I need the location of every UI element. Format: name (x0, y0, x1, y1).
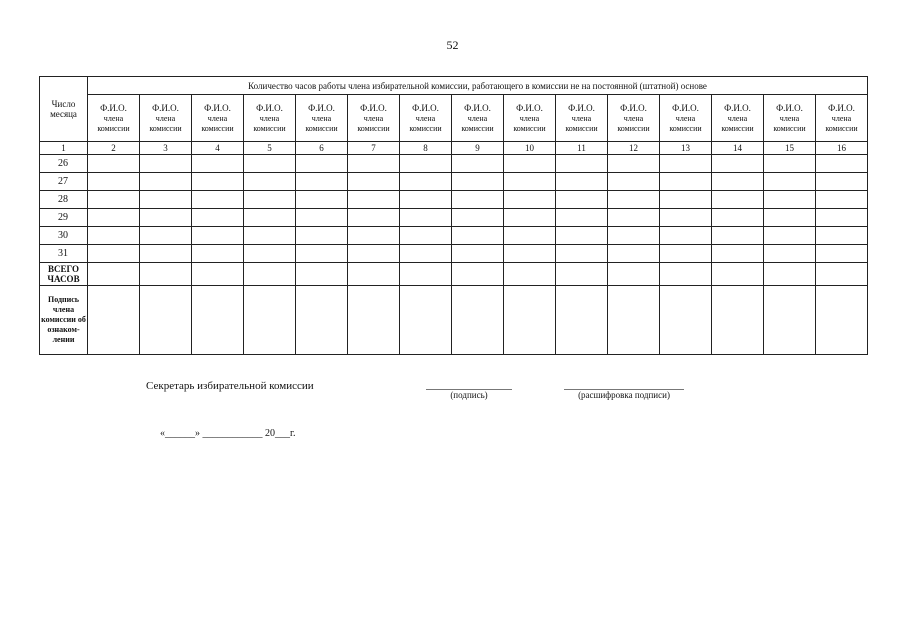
hours-cell[interactable] (712, 209, 764, 227)
hours-cell[interactable] (712, 286, 764, 355)
column-number: 10 (504, 142, 556, 155)
column-number: 7 (348, 142, 400, 155)
hours-cell[interactable] (348, 263, 400, 286)
member-header-row (40, 95, 868, 142)
commission-word-label: комиссии (97, 123, 130, 133)
hours-cell[interactable] (88, 286, 140, 355)
hours-cell[interactable] (660, 245, 712, 263)
column-number: 4 (192, 142, 244, 155)
day-number: 26 (40, 155, 88, 173)
member-header-cell (504, 95, 556, 142)
member-word-label: члена (779, 113, 800, 123)
hours-cell[interactable] (140, 245, 192, 263)
hours-cell[interactable] (192, 209, 244, 227)
header-row-top (40, 77, 868, 95)
hours-cell[interactable] (764, 263, 816, 286)
day-number: 27 (40, 173, 88, 191)
hours-cell[interactable] (348, 209, 400, 227)
day-row (40, 227, 868, 245)
hours-cell[interactable] (504, 191, 556, 209)
member-signature-label: Подпись члена комиссии об ознаком-лении (40, 286, 88, 355)
member-header-cell (140, 95, 192, 142)
column-number: 11 (556, 142, 608, 155)
member-header-cell (556, 95, 608, 142)
hours-cell[interactable] (660, 155, 712, 173)
hours-cell[interactable] (244, 155, 296, 173)
hours-cell[interactable] (816, 173, 868, 191)
member-header-cell (452, 95, 504, 142)
hours-cell[interactable] (504, 286, 556, 355)
hours-cell[interactable] (88, 155, 140, 173)
member-word-label: члена (103, 113, 124, 123)
hours-cell[interactable] (348, 191, 400, 209)
hours-cell[interactable] (400, 191, 452, 209)
hours-cell[interactable] (712, 245, 764, 263)
hours-cell[interactable] (244, 209, 296, 227)
hours-cell[interactable] (348, 227, 400, 245)
member-signature-row (40, 286, 868, 355)
hours-cell[interactable] (816, 286, 868, 355)
column-number: 5 (244, 142, 296, 155)
member-fio-label: Ф.И.О. (360, 102, 387, 113)
member-header-cell (400, 95, 452, 142)
hours-cell[interactable] (192, 286, 244, 355)
hours-cell[interactable] (400, 173, 452, 191)
hours-cell[interactable] (452, 263, 504, 286)
hours-cell[interactable] (712, 263, 764, 286)
decoding-caption: (расшифровка подписи) (578, 390, 670, 400)
hours-cell[interactable] (296, 209, 348, 227)
hours-cell[interactable] (608, 227, 660, 245)
hours-cell[interactable] (348, 286, 400, 355)
hours-cell[interactable] (244, 173, 296, 191)
hours-cell[interactable] (296, 245, 348, 263)
hours-cell[interactable] (192, 191, 244, 209)
hours-cell[interactable] (504, 173, 556, 191)
member-fio-label: Ф.И.О. (464, 102, 491, 113)
column-number: 8 (400, 142, 452, 155)
hours-cell[interactable] (244, 245, 296, 263)
member-fio-label: Ф.И.О. (516, 102, 543, 113)
hours-cell[interactable] (140, 286, 192, 355)
column-number: 12 (608, 142, 660, 155)
total-hours-row (40, 263, 868, 286)
day-row (40, 245, 868, 263)
hours-cell[interactable] (816, 227, 868, 245)
total-hours-label: ВСЕГО ЧАСОВ (40, 263, 88, 286)
hours-cell[interactable] (608, 209, 660, 227)
hours-cell[interactable] (192, 227, 244, 245)
hours-cell[interactable] (504, 227, 556, 245)
member-fio-label: Ф.И.О. (828, 102, 855, 113)
hours-cell[interactable] (556, 263, 608, 286)
date-line: «______» ____________ 20___г. (160, 428, 296, 439)
hours-cell[interactable] (452, 245, 504, 263)
hours-cell[interactable] (296, 173, 348, 191)
member-header-cell (764, 95, 816, 142)
hours-cell[interactable] (660, 286, 712, 355)
hours-cell[interactable] (764, 227, 816, 245)
hours-cell[interactable] (712, 191, 764, 209)
hours-cell[interactable] (764, 155, 816, 173)
member-word-label: члена (259, 113, 280, 123)
column-number: 16 (816, 142, 868, 155)
hours-cell[interactable] (660, 209, 712, 227)
day-number: 31 (40, 245, 88, 263)
hours-cell[interactable] (556, 286, 608, 355)
hours-cell[interactable] (192, 173, 244, 191)
member-fio-label: Ф.И.О. (724, 102, 751, 113)
member-header-cell (192, 95, 244, 142)
member-word-label: члена (623, 113, 644, 123)
commission-word-label: комиссии (617, 123, 650, 133)
hours-cell[interactable] (140, 263, 192, 286)
hours-cell[interactable] (296, 227, 348, 245)
member-header-cell (712, 95, 764, 142)
hours-cell[interactable] (452, 155, 504, 173)
column-number: 9 (452, 142, 504, 155)
hours-cell[interactable] (712, 155, 764, 173)
member-header-cell (296, 95, 348, 142)
commission-word-label: комиссии (409, 123, 442, 133)
commission-word-label: комиссии (773, 123, 806, 133)
hours-cell[interactable] (400, 155, 452, 173)
member-word-label: члена (727, 113, 748, 123)
member-header-cell (348, 95, 400, 142)
hours-cell[interactable] (556, 227, 608, 245)
hours-cell[interactable] (556, 245, 608, 263)
day-row (40, 209, 868, 227)
commission-word-label: комиссии (825, 123, 858, 133)
column-number: 6 (296, 142, 348, 155)
commission-word-label: комиссии (669, 123, 702, 133)
member-word-label: члена (415, 113, 436, 123)
hours-cell[interactable] (140, 209, 192, 227)
hours-cell[interactable] (400, 227, 452, 245)
hours-cell[interactable] (140, 227, 192, 245)
column-number: 2 (88, 142, 140, 155)
hours-cell[interactable] (88, 263, 140, 286)
member-fio-label: Ф.И.О. (204, 102, 231, 113)
hours-table (39, 76, 868, 355)
hours-cell[interactable] (764, 173, 816, 191)
member-word-label: члена (363, 113, 384, 123)
hours-cell[interactable] (816, 155, 868, 173)
hours-cell[interactable] (764, 245, 816, 263)
column-number: 14 (712, 142, 764, 155)
hours-cell[interactable] (244, 227, 296, 245)
signature-caption: (подпись) (450, 390, 488, 400)
hours-cell[interactable] (660, 173, 712, 191)
page-number: 52 (446, 38, 459, 52)
hours-cell[interactable] (816, 209, 868, 227)
member-header-cell (608, 95, 660, 142)
member-header-cell (88, 95, 140, 142)
column-number: 1 (40, 142, 88, 155)
commission-word-label: комиссии (461, 123, 494, 133)
hours-cell[interactable] (556, 155, 608, 173)
commission-word-label: комиссии (721, 123, 754, 133)
column-number: 15 (764, 142, 816, 155)
hours-cell[interactable] (452, 173, 504, 191)
hours-cell[interactable] (816, 245, 868, 263)
hours-cell[interactable] (504, 263, 556, 286)
hours-cell[interactable] (452, 191, 504, 209)
member-fio-label: Ф.И.О. (776, 102, 803, 113)
hours-cell[interactable] (608, 191, 660, 209)
day-of-month-header: Число месяца (40, 77, 88, 142)
hours-cell[interactable] (88, 173, 140, 191)
hours-cell[interactable] (608, 173, 660, 191)
hours-cell[interactable] (140, 191, 192, 209)
day-row (40, 173, 868, 191)
commission-word-label: комиссии (305, 123, 338, 133)
hours-cell[interactable] (88, 209, 140, 227)
hours-cell[interactable] (608, 245, 660, 263)
member-header-cell (660, 95, 712, 142)
member-word-label: члена (571, 113, 592, 123)
hours-cell[interactable] (296, 263, 348, 286)
day-row (40, 191, 868, 209)
member-word-label: члена (207, 113, 228, 123)
hours-cell[interactable] (556, 191, 608, 209)
hours-cell[interactable] (504, 155, 556, 173)
member-fio-label: Ф.И.О. (100, 102, 127, 113)
member-fio-label: Ф.И.О. (568, 102, 595, 113)
hours-cell[interactable] (88, 191, 140, 209)
member-header-cell (244, 95, 296, 142)
hours-cell[interactable] (244, 286, 296, 355)
secretary-label: Секретарь избирательной комиссии (146, 380, 314, 392)
hours-cell[interactable] (608, 155, 660, 173)
hours-cell[interactable] (348, 245, 400, 263)
hours-cell[interactable] (296, 191, 348, 209)
member-fio-label: Ф.И.О. (412, 102, 439, 113)
hours-cell[interactable] (816, 191, 868, 209)
member-fio-label: Ф.И.О. (256, 102, 283, 113)
hours-cell[interactable] (712, 227, 764, 245)
hours-cell[interactable] (296, 155, 348, 173)
member-fio-label: Ф.И.О. (308, 102, 335, 113)
hours-header: Количество часов работы члена избирательной комиссии, работающего в комиссии не на постоянной (штатной) основе (88, 77, 868, 95)
day-number: 29 (40, 209, 88, 227)
commission-word-label: комиссии (565, 123, 598, 133)
hours-cell[interactable] (400, 263, 452, 286)
member-word-label: члена (467, 113, 488, 123)
member-word-label: члена (155, 113, 176, 123)
member-word-label: члена (519, 113, 540, 123)
column-number: 13 (660, 142, 712, 155)
member-word-label: члена (311, 113, 332, 123)
hours-cell[interactable] (504, 209, 556, 227)
hours-cell[interactable] (764, 286, 816, 355)
member-word-label: члена (831, 113, 852, 123)
commission-word-label: комиссии (201, 123, 234, 133)
hours-cell[interactable] (452, 227, 504, 245)
hours-cell[interactable] (140, 173, 192, 191)
commission-word-label: комиссии (513, 123, 546, 133)
hours-cell[interactable] (140, 155, 192, 173)
hours-cell[interactable] (192, 263, 244, 286)
hours-cell[interactable] (660, 263, 712, 286)
hours-cell[interactable] (244, 263, 296, 286)
commission-word-label: комиссии (149, 123, 182, 133)
hours-cell[interactable] (556, 173, 608, 191)
hours-cell[interactable] (88, 227, 140, 245)
commission-word-label: комиссии (253, 123, 286, 133)
column-number-row (40, 142, 868, 155)
hours-cell[interactable] (192, 155, 244, 173)
column-number: 3 (140, 142, 192, 155)
hours-cell[interactable] (400, 209, 452, 227)
member-fio-label: Ф.И.О. (620, 102, 647, 113)
hours-cell[interactable] (88, 245, 140, 263)
hours-cell[interactable] (764, 209, 816, 227)
commission-word-label: комиссии (357, 123, 390, 133)
hours-cell[interactable] (452, 286, 504, 355)
hours-cell[interactable] (608, 263, 660, 286)
day-row (40, 155, 868, 173)
hours-cell[interactable] (712, 173, 764, 191)
member-word-label: члена (675, 113, 696, 123)
hours-cell[interactable] (296, 286, 348, 355)
hours-cell[interactable] (244, 191, 296, 209)
hours-cell[interactable] (660, 227, 712, 245)
member-fio-label: Ф.И.О. (152, 102, 179, 113)
hours-cell[interactable] (816, 263, 868, 286)
hours-cell[interactable] (348, 173, 400, 191)
hours-cell[interactable] (556, 209, 608, 227)
hours-cell[interactable] (400, 286, 452, 355)
hours-cell[interactable] (764, 191, 816, 209)
hours-cell[interactable] (192, 245, 244, 263)
hours-cell[interactable] (660, 191, 712, 209)
hours-cell[interactable] (608, 286, 660, 355)
hours-cell[interactable] (452, 209, 504, 227)
hours-cell[interactable] (400, 245, 452, 263)
member-header-cell (816, 95, 868, 142)
hours-cell[interactable] (504, 245, 556, 263)
day-number: 30 (40, 227, 88, 245)
day-number: 28 (40, 191, 88, 209)
hours-cell[interactable] (348, 155, 400, 173)
member-fio-label: Ф.И.О. (672, 102, 699, 113)
